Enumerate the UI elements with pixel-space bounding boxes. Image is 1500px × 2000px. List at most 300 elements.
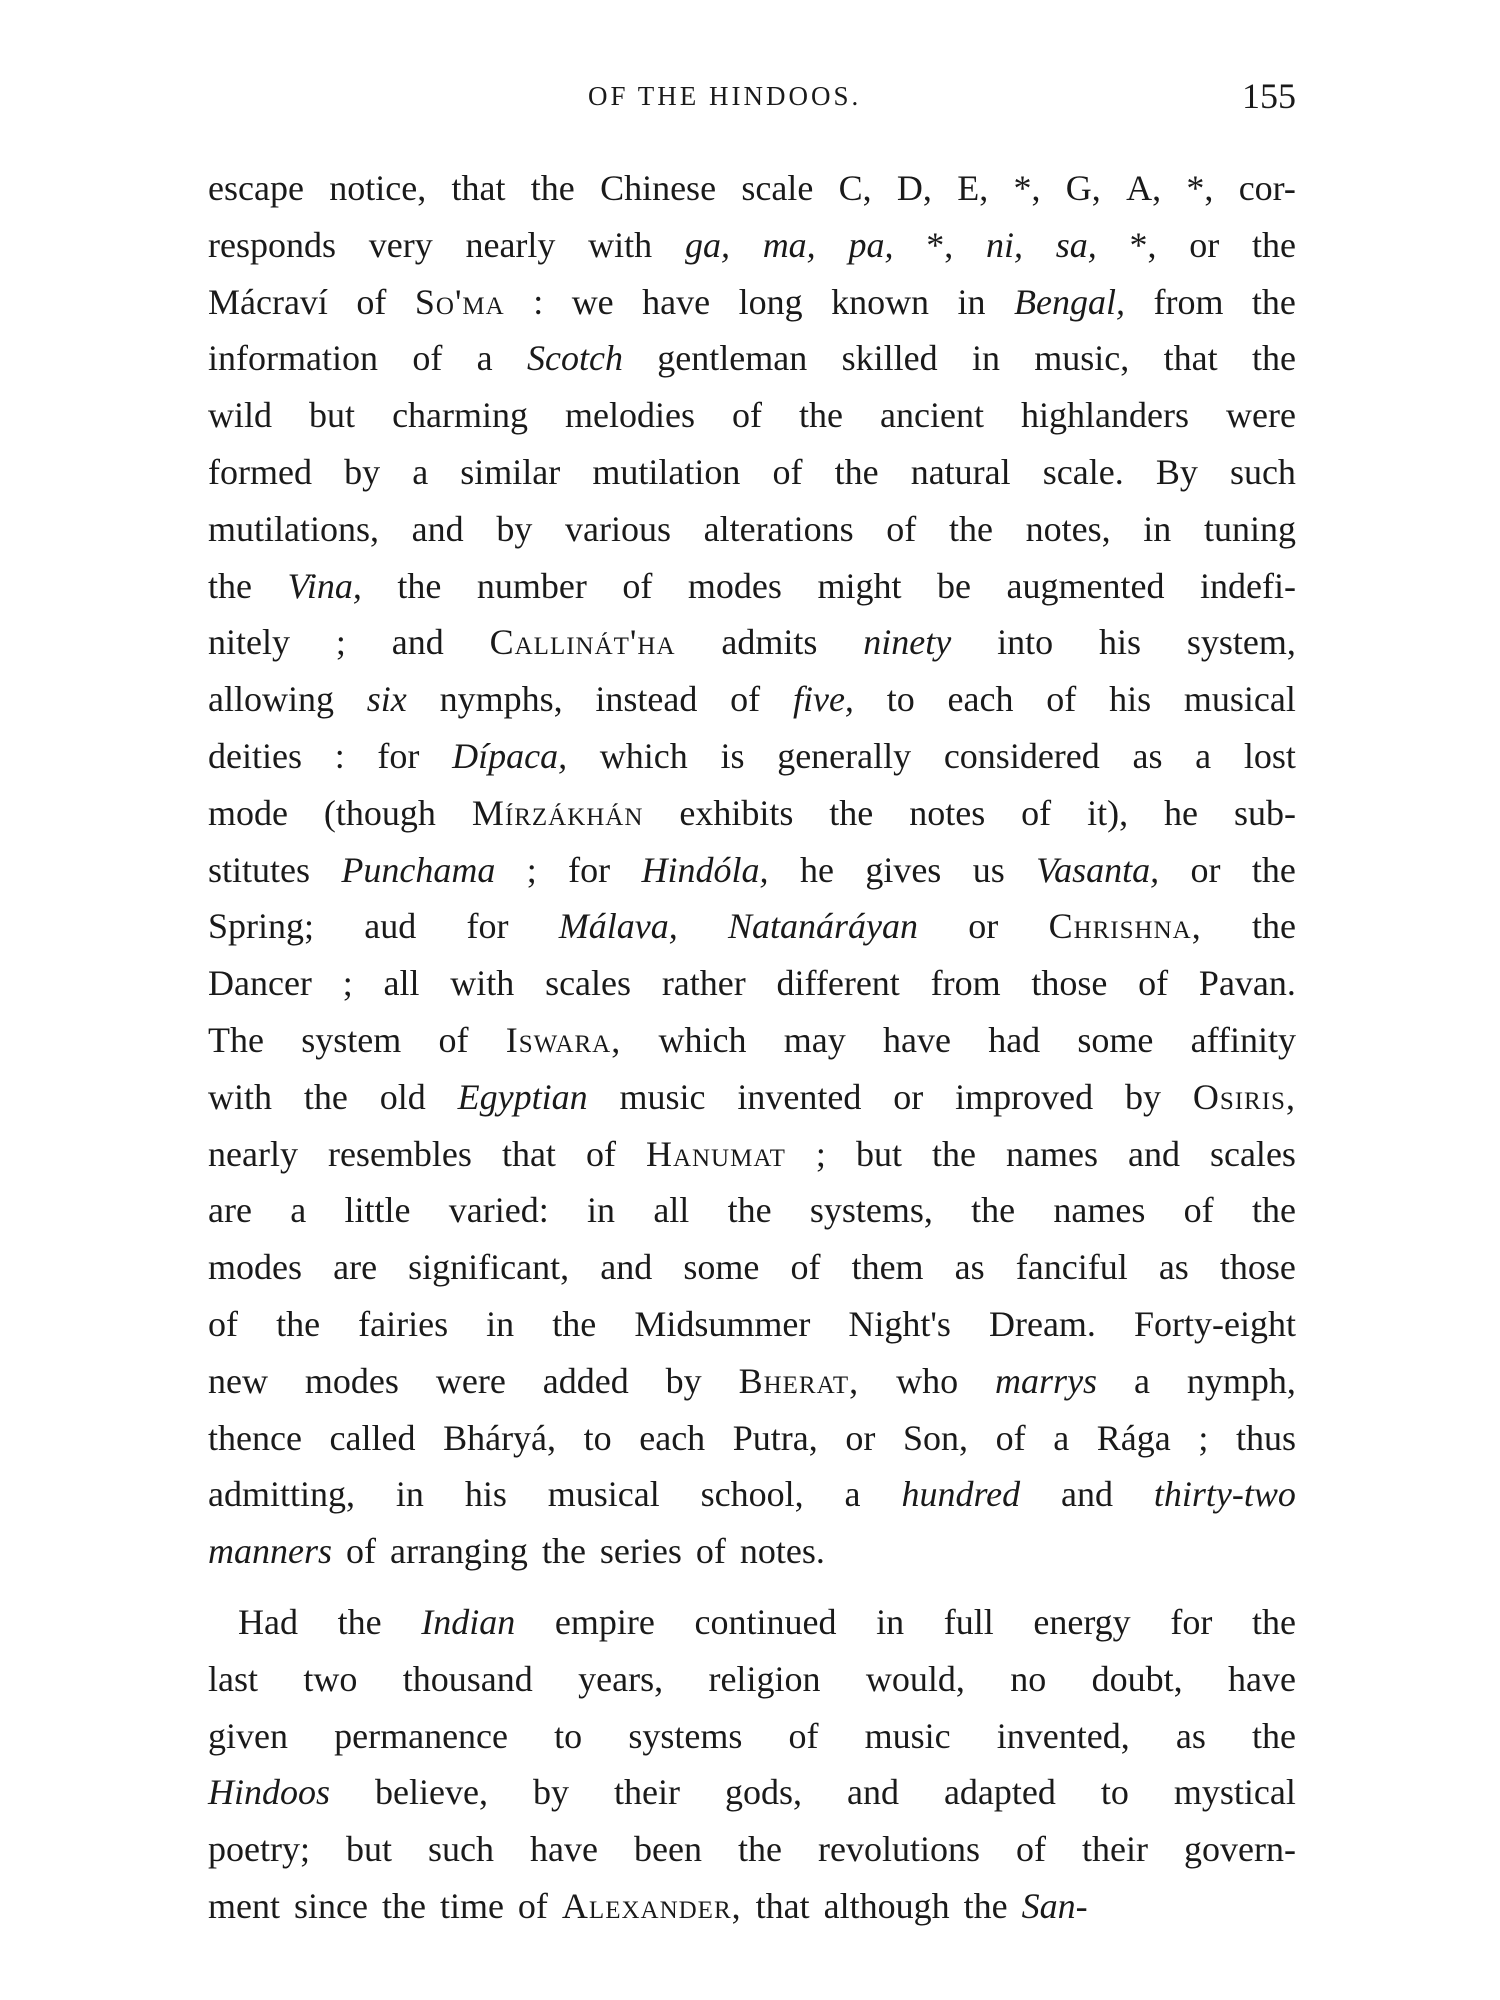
word: some <box>1077 1019 1154 1060</box>
word: invented, <box>996 1715 1130 1756</box>
text-line <box>208 387 1296 444</box>
word: Mírzákhán <box>471 792 644 833</box>
word: the <box>963 1885 1008 1926</box>
word: nearly <box>465 224 556 265</box>
word: of <box>346 1531 376 1572</box>
word: hundred <box>901 1474 1021 1515</box>
word: Rága <box>1096 1417 1171 1458</box>
text-line <box>208 1708 1296 1765</box>
word: formed <box>208 451 312 492</box>
word: been <box>634 1829 702 1870</box>
word: time <box>439 1885 504 1926</box>
word: similar <box>460 451 561 492</box>
word: no <box>1010 1658 1047 1699</box>
word: might <box>817 565 902 606</box>
word: by <box>344 451 381 492</box>
word: us <box>972 849 1005 890</box>
word: mutilation <box>592 451 741 492</box>
word: *, <box>1013 168 1041 208</box>
word: of <box>1138 963 1169 1004</box>
word: as <box>1175 1715 1206 1756</box>
word: each <box>639 1417 706 1458</box>
word: in <box>876 1601 905 1642</box>
word: tuning <box>1203 508 1296 549</box>
word: wild <box>208 395 273 436</box>
word: Hanumat <box>645 1133 786 1174</box>
word: the <box>738 1829 782 1870</box>
word: the <box>381 1885 426 1926</box>
word: sub- <box>1233 792 1296 833</box>
word: ; <box>1198 1417 1209 1458</box>
word: of <box>772 451 803 492</box>
word: stitutes <box>208 849 311 890</box>
word: were <box>1226 395 1296 436</box>
word: ; <box>342 963 353 1004</box>
word: series <box>599 1531 682 1572</box>
word: and <box>1127 1133 1180 1174</box>
text-line <box>208 1764 1296 1821</box>
word: all <box>653 1190 690 1231</box>
text-line <box>208 614 1296 671</box>
word: be <box>937 565 971 606</box>
word: varied: <box>448 1190 549 1231</box>
text-line <box>208 1296 1296 1353</box>
word: system <box>301 1019 402 1060</box>
word: have <box>882 1019 951 1060</box>
word: modes <box>687 565 782 606</box>
word: Callinát'ha <box>489 622 676 663</box>
text-line <box>208 671 1296 728</box>
word: nymphs, <box>439 679 563 720</box>
word: for <box>568 849 611 890</box>
word: systems <box>628 1715 743 1756</box>
word: or <box>1190 849 1221 890</box>
text-line <box>208 1126 1296 1183</box>
word: the <box>829 792 874 833</box>
word: their <box>1082 1829 1149 1870</box>
word: poetry; <box>208 1829 310 1870</box>
word: of <box>1183 1190 1214 1231</box>
word: the <box>727 1190 772 1231</box>
word: nearly <box>208 1133 298 1174</box>
word: augmented <box>1006 565 1165 606</box>
word: highlanders <box>1021 395 1189 436</box>
word: in <box>486 1303 515 1344</box>
word: for <box>1170 1601 1213 1642</box>
word: by <box>532 1772 569 1813</box>
word: of <box>1016 1829 1047 1870</box>
word: By <box>1155 451 1198 492</box>
word: old <box>379 1076 426 1117</box>
word: ancient <box>880 395 984 436</box>
word: systems, <box>809 1190 933 1231</box>
word: pa, <box>848 224 894 265</box>
word: Natanáráyan <box>728 906 919 947</box>
word: energy <box>1033 1601 1131 1642</box>
word: the <box>799 395 844 436</box>
word: the <box>552 1303 597 1344</box>
word: gods, <box>724 1772 802 1813</box>
text-line <box>208 1410 1296 1467</box>
body-text <box>208 160 1296 1935</box>
word: : <box>334 735 345 776</box>
word: little <box>344 1190 411 1231</box>
word: that <box>451 168 506 208</box>
word: Mácraví <box>208 281 328 322</box>
word: to <box>886 679 915 720</box>
word: ni, <box>985 224 1023 265</box>
text-line <box>208 1239 1296 1296</box>
word: and <box>1061 1474 1113 1515</box>
text-line <box>208 1523 1296 1580</box>
word: Egyptian <box>457 1076 588 1117</box>
text-line <box>208 1821 1296 1878</box>
word: gentleman <box>657 338 808 379</box>
word: in <box>587 1190 616 1231</box>
word: long <box>738 281 803 322</box>
text-line <box>208 330 1296 387</box>
word: all <box>383 963 420 1004</box>
word: Son, <box>902 1417 968 1458</box>
word: So'ma <box>414 281 505 322</box>
word: various <box>565 508 671 549</box>
word: responds <box>208 224 336 265</box>
word: thirty-two <box>1153 1474 1296 1515</box>
word: have <box>1227 1658 1296 1699</box>
word: scales <box>1209 1133 1296 1174</box>
word: to <box>583 1417 612 1458</box>
word: *, <box>1129 224 1157 265</box>
word: Spring; <box>208 906 315 947</box>
word: number <box>476 565 587 606</box>
word: scale. <box>1042 451 1124 492</box>
word: the <box>208 565 252 606</box>
word: manners <box>208 1531 332 1572</box>
word: or <box>1189 224 1220 265</box>
word: ; <box>815 1133 826 1174</box>
word: alterations <box>703 508 854 549</box>
word: Indian <box>421 1601 516 1642</box>
word: that <box>755 1885 810 1926</box>
word: and <box>600 1247 653 1288</box>
word: notes <box>909 792 986 833</box>
word: the <box>1251 906 1296 947</box>
word: names <box>1005 1133 1098 1174</box>
word: scale <box>741 168 814 208</box>
word: Alexander, <box>561 1885 742 1926</box>
word: since <box>293 1885 368 1926</box>
word: *, <box>1186 168 1214 208</box>
word: two <box>303 1658 358 1699</box>
word: the <box>1251 224 1296 265</box>
word: rather <box>661 963 746 1004</box>
word: music <box>619 1076 706 1117</box>
word: it), <box>1087 792 1129 833</box>
word: from <box>1153 281 1224 322</box>
word: fairies <box>358 1303 449 1344</box>
word: of <box>788 1715 819 1756</box>
word: cor- <box>1238 168 1296 208</box>
word: to <box>554 1715 583 1756</box>
word: of <box>208 1303 238 1344</box>
word: Putra, <box>732 1417 818 1458</box>
word: A, <box>1126 168 1162 208</box>
word: the <box>948 508 993 549</box>
text-line <box>208 898 1296 955</box>
word: such <box>1229 451 1296 492</box>
word: nymph, <box>1186 1360 1296 1401</box>
text-line <box>208 558 1296 615</box>
word: the <box>1252 1715 1296 1756</box>
word: in <box>1143 508 1172 549</box>
word: with <box>208 1076 273 1117</box>
word: to <box>1100 1772 1129 1813</box>
word: revolutions <box>818 1829 980 1870</box>
word: with <box>588 224 653 265</box>
word: each <box>947 679 1014 720</box>
word: ninety <box>863 622 952 663</box>
running-title: OF THE HINDOOS. <box>588 81 862 111</box>
word: of <box>790 1247 821 1288</box>
text-line <box>208 1353 1296 1410</box>
word: and <box>411 508 464 549</box>
word: musical <box>1183 679 1296 720</box>
word: are <box>333 1247 378 1288</box>
word: a <box>412 451 429 492</box>
word: as <box>954 1247 985 1288</box>
word: San- <box>1021 1885 1088 1926</box>
word: arranging <box>390 1531 528 1572</box>
word: a <box>1134 1360 1150 1401</box>
word: govern- <box>1184 1829 1296 1870</box>
text-line <box>208 1069 1296 1126</box>
word: permanence <box>334 1715 509 1756</box>
word: or <box>893 1076 924 1117</box>
word: five, <box>792 679 854 720</box>
word: sa, <box>1055 224 1097 265</box>
word: of <box>886 508 917 549</box>
word: skilled <box>841 338 938 379</box>
word: music, <box>1034 338 1130 379</box>
word: of <box>732 395 763 436</box>
word: Chrishna, <box>1048 906 1202 947</box>
word: deities <box>208 735 302 776</box>
word: a <box>844 1474 861 1515</box>
word: of <box>517 1885 548 1926</box>
word: Punchama <box>341 849 496 890</box>
word: he <box>799 849 834 890</box>
word: Bherat, <box>738 1360 860 1401</box>
word: those <box>1031 963 1108 1004</box>
text-line <box>208 1466 1296 1523</box>
word: of <box>622 565 653 606</box>
word: E, <box>957 168 989 208</box>
word: empire <box>554 1601 655 1642</box>
word: although <box>823 1885 950 1926</box>
text-line <box>208 728 1296 785</box>
word: Pavan. <box>1198 963 1296 1004</box>
word: by <box>1124 1076 1161 1117</box>
word: of <box>995 1417 1026 1458</box>
text-line <box>208 1878 1296 1935</box>
word: information <box>208 338 378 379</box>
word: of <box>1021 792 1052 833</box>
word: exhibits <box>679 792 794 833</box>
text-line <box>208 785 1296 842</box>
text-line <box>208 1182 1296 1239</box>
word: Málava, <box>558 906 678 947</box>
text-line <box>208 1651 1296 1708</box>
word: adapted <box>943 1772 1056 1813</box>
word: years, <box>578 1658 664 1699</box>
word: ; <box>526 849 537 890</box>
word: charming <box>392 395 529 436</box>
word: believe, <box>375 1772 488 1813</box>
word: affinity <box>1190 1019 1296 1060</box>
word: thousand <box>402 1658 533 1699</box>
word: names <box>1053 1190 1146 1231</box>
text-line <box>208 842 1296 899</box>
word: of <box>730 679 761 720</box>
word: The <box>208 1019 264 1060</box>
word: in <box>395 1474 424 1515</box>
word: system, <box>1186 622 1296 663</box>
word: may <box>783 1019 846 1060</box>
word: Dream. <box>988 1303 1096 1344</box>
word: is <box>720 735 745 776</box>
word: aud <box>364 906 417 947</box>
word: Night's <box>848 1303 951 1344</box>
word: modes <box>208 1247 302 1288</box>
word: would, <box>865 1658 965 1699</box>
word: the <box>1251 281 1296 322</box>
word: Vasanta, <box>1036 849 1160 890</box>
word: which <box>599 735 688 776</box>
word: ga, <box>684 224 730 265</box>
word: the <box>530 168 575 208</box>
word: Iswara, <box>505 1019 622 1060</box>
word: Scotch <box>526 338 623 379</box>
word: the <box>1251 1601 1296 1642</box>
word: the <box>337 1601 382 1642</box>
word: or <box>968 906 999 947</box>
word: known <box>831 281 930 322</box>
text-line <box>208 444 1296 501</box>
word: that <box>501 1133 556 1174</box>
word: for <box>466 906 509 947</box>
word: (though <box>323 792 436 833</box>
word: the <box>971 1190 1016 1231</box>
word: Hindoos <box>208 1772 331 1813</box>
word: by <box>496 508 533 549</box>
word: ment <box>208 1885 280 1926</box>
word: escape <box>208 168 304 208</box>
word: the <box>931 1133 976 1174</box>
text-line <box>208 955 1296 1012</box>
word: modes <box>304 1360 399 1401</box>
word: he <box>1164 792 1199 833</box>
word: called <box>329 1417 416 1458</box>
word: his <box>1099 622 1142 663</box>
word: some <box>683 1247 760 1288</box>
word: those <box>1219 1247 1296 1288</box>
word: nitely <box>208 622 290 663</box>
word: Vina, <box>287 565 362 606</box>
word: musical <box>547 1474 660 1515</box>
word: of <box>356 281 387 322</box>
text-line <box>208 501 1296 558</box>
word: different <box>776 963 900 1004</box>
word: Bháryá, <box>443 1417 557 1458</box>
word: of <box>412 338 443 379</box>
word: scales <box>545 963 632 1004</box>
word: who <box>896 1360 959 1401</box>
word: but <box>855 1133 902 1174</box>
text-line <box>208 160 1296 217</box>
word: in <box>957 281 986 322</box>
word: his <box>1109 679 1152 720</box>
word: fanciful <box>1015 1247 1128 1288</box>
text-line <box>208 274 1296 331</box>
word: as <box>1132 735 1163 776</box>
word: new <box>208 1360 268 1401</box>
word: music <box>864 1715 951 1756</box>
word: have <box>642 281 711 322</box>
word: D, <box>896 168 932 208</box>
running-head <box>208 75 1296 125</box>
word: that <box>1163 338 1218 379</box>
word: a <box>290 1190 307 1231</box>
word: last <box>208 1658 258 1699</box>
word: mystical <box>1173 1772 1296 1813</box>
word: *, <box>926 224 954 265</box>
word: their <box>613 1772 680 1813</box>
word: for <box>377 735 420 776</box>
word: ma, <box>762 224 816 265</box>
text-line <box>208 1012 1296 1069</box>
word: significant, <box>408 1247 570 1288</box>
word: but <box>346 1829 393 1870</box>
page-number: 155 <box>1242 76 1296 116</box>
word: C, <box>838 168 872 208</box>
word: of <box>695 1531 726 1572</box>
word: school, <box>700 1474 804 1515</box>
word: into <box>997 622 1054 663</box>
word: which <box>658 1019 747 1060</box>
word: Osiris, <box>1192 1076 1296 1117</box>
word: of <box>585 1133 616 1174</box>
word: gives <box>865 849 942 890</box>
word: full <box>943 1601 994 1642</box>
word: of <box>1046 679 1077 720</box>
word: marrys <box>995 1360 1098 1401</box>
word: G, <box>1065 168 1101 208</box>
word: mode <box>208 792 288 833</box>
word: Chinese <box>600 168 717 208</box>
word: thence <box>208 1417 302 1458</box>
word: the <box>1251 338 1296 379</box>
word: a <box>476 338 493 379</box>
word: and <box>846 1772 899 1813</box>
word: the <box>303 1076 348 1117</box>
word: such <box>428 1829 495 1870</box>
word: indefi- <box>1200 565 1296 606</box>
word: had <box>988 1019 1041 1060</box>
word: as <box>1158 1247 1189 1288</box>
word: improved <box>955 1076 1094 1117</box>
word: thus <box>1235 1417 1296 1458</box>
word: a <box>1195 735 1212 776</box>
